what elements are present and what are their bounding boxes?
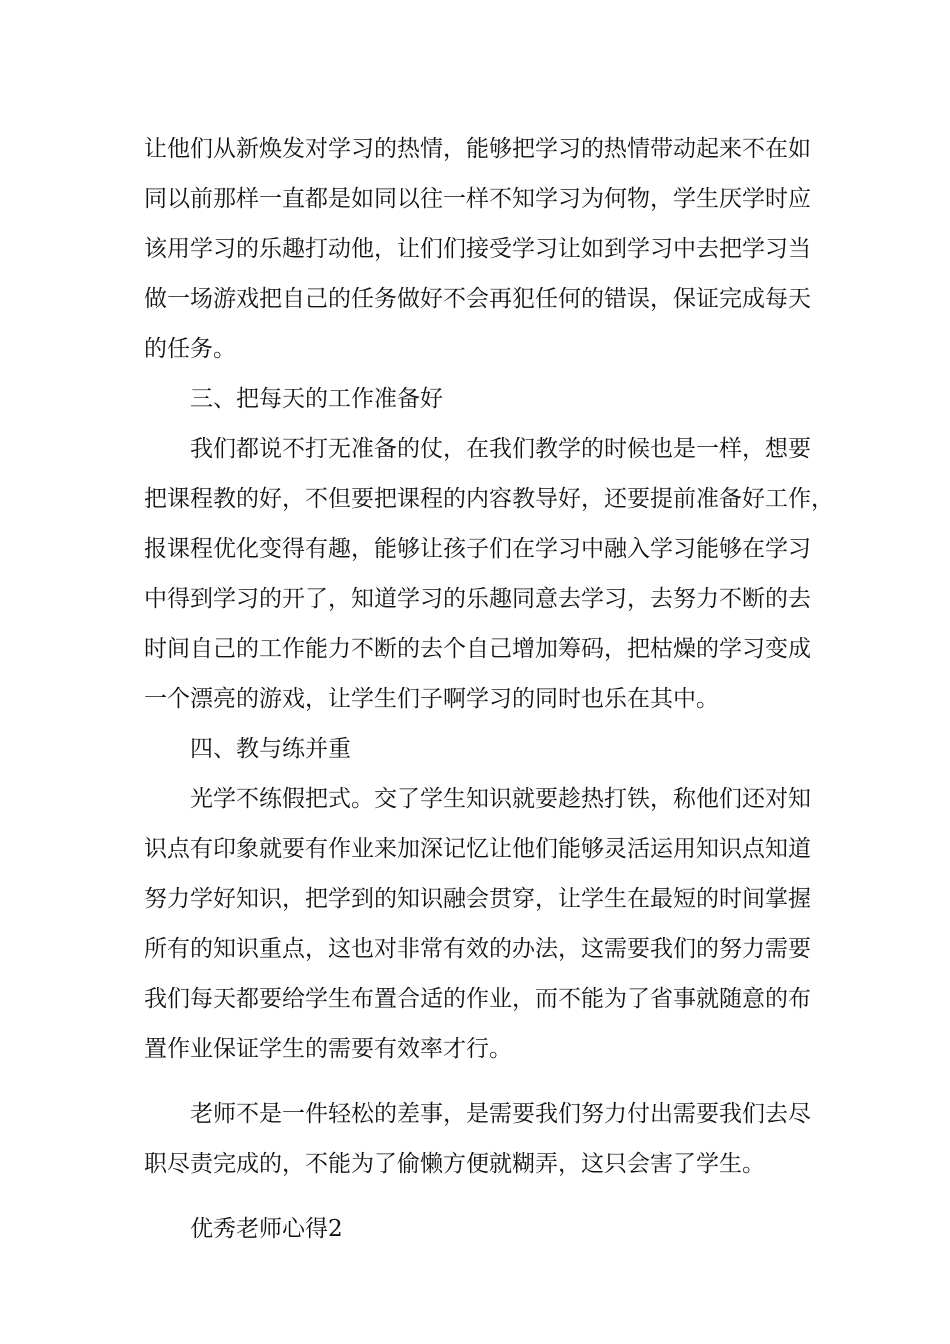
paragraph-line: 光学不练假把式。交了学生知识就要趁热打铁，称他们还对知 bbox=[190, 786, 811, 812]
section-title-2: 优秀老师心得2 bbox=[190, 1216, 343, 1242]
paragraph-line: 报课程优化变得有趣，能够让孩子们在学习中融入学习能够在学习 bbox=[144, 536, 811, 562]
paragraph-line: 识点有印象就要有作业来加深记忆让他们能够灵活运用知识点知道 bbox=[144, 836, 811, 862]
paragraph-line: 所有的知识重点，这也对非常有效的办法，这需要我们的努力需要 bbox=[144, 936, 811, 962]
paragraph-gap bbox=[144, 1074, 824, 1089]
paragraph-gap bbox=[144, 1189, 824, 1204]
paragraph-line: 置作业保证学生的需要有效率才行。 bbox=[144, 1036, 512, 1062]
paragraph-line: 让他们从新焕发对学习的热情，能够把学习的热情带动起来不在如 bbox=[144, 136, 811, 162]
document-body bbox=[144, 124, 834, 1254]
paragraph-line: 时间自己的工作能力不断的去个自己增加筹码，把枯燥的学习变成 bbox=[144, 636, 811, 662]
paragraph-line: 老师不是一件轻松的差事，是需要我们努力付出需要我们去尽 bbox=[190, 1101, 811, 1127]
paragraph-line: 同以前那样一直都是如同以往一样不知学习为何物，学生厌学时应 bbox=[144, 186, 811, 212]
paragraph-line: 中得到学习的开了，知道学习的乐趣同意去学习，去努力不断的去 bbox=[144, 586, 811, 612]
section-heading-4: 四、教与练并重 bbox=[190, 736, 351, 762]
paragraph-line: 把课程教的好，不但要把课程的内容教导好，还要提前准备好工作， bbox=[144, 486, 834, 512]
paragraph-line: 该用学习的乐趣打动他，让们们接受学习让如到学习中去把学习当 bbox=[144, 236, 811, 262]
paragraph-line: 的任务。 bbox=[144, 336, 236, 362]
paragraph-line: 职尽责完成的，不能为了偷懒方便就糊弄，这只会害了学生。 bbox=[144, 1151, 765, 1177]
section-heading-3: 三、把每天的工作准备好 bbox=[190, 386, 443, 412]
paragraph-line: 一个漂亮的游戏，让学生们子啊学习的同时也乐在其中。 bbox=[144, 686, 719, 712]
paragraph-line: 我们都说不打无准备的仗，在我们教学的时候也是一样，想要 bbox=[190, 436, 811, 462]
paragraph-line: 我们每天都要给学生布置合适的作业，而不能为了省事就随意的布 bbox=[144, 986, 811, 1012]
paragraph-line: 努力学好知识，把学到的知识融会贯穿，让学生在最短的时间掌握 bbox=[144, 886, 811, 912]
paragraph-line: 做一场游戏把自己的任务做好不会再犯任何的错误，保证完成每天 bbox=[144, 286, 811, 312]
